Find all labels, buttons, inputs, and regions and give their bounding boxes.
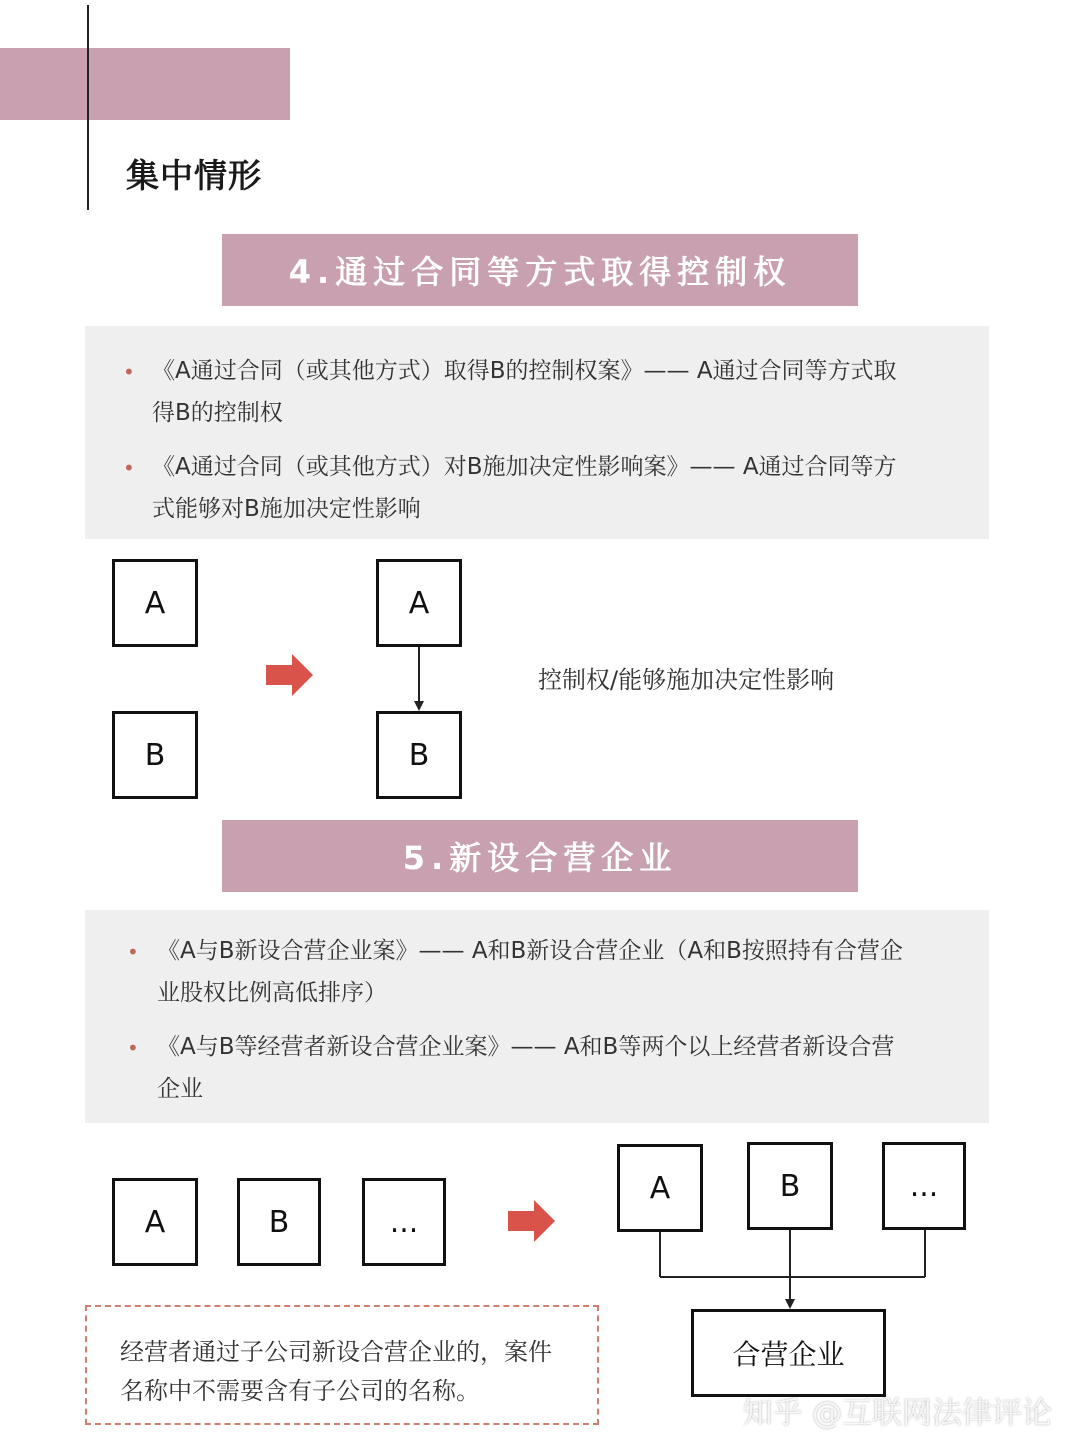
section4-bullet-1-line2: 得B的控制权: [152, 400, 283, 426]
node-b-parent: B: [747, 1142, 833, 1230]
note-line-2: 名称中不需要含有子公司的名称。: [120, 1377, 480, 1405]
section5-bullet-1-line1: 《A与B新设合营企业案》—— A和B新设合营企业（A和B按照持有合营企: [157, 938, 903, 964]
section5-bullet-1-line2: 业股权比例高低排序）: [157, 980, 387, 1006]
section4-banner: 4.通过合同等方式取得控制权: [222, 234, 858, 306]
bullet-icon: •: [123, 360, 135, 384]
section4-bullet-2-line1: 《A通过合同（或其他方式）对B施加决定性影响案》—— A通过合同等方: [152, 454, 897, 480]
transition-arrow-icon-section4: [266, 654, 313, 696]
section4-bullet-2-line2: 式能够对B施加决定性影响: [152, 496, 421, 522]
control-relation-label: 控制权/能够施加决定性影响: [538, 666, 835, 694]
note-line-1: 经营者通过子公司新设合营企业的，案件: [120, 1338, 552, 1366]
section4-bullet-1-line1: 《A通过合同（或其他方式）取得B的控制权案》—— A通过合同等方式取: [152, 358, 897, 384]
joint-venture-node: 合营企业: [691, 1309, 886, 1397]
page-title: 集中情形: [126, 156, 262, 195]
watermark-text: 知乎 @互联网法律评论: [742, 1396, 1052, 1431]
node-a-before: A: [112, 559, 198, 647]
bullet-icon: •: [127, 1036, 139, 1060]
bullet-icon: •: [123, 456, 135, 480]
section5-banner: 5.新设合营企业: [222, 820, 858, 892]
node-b-before: B: [112, 711, 198, 799]
node-others-parent: ...: [882, 1142, 966, 1230]
node-a-separate: A: [112, 1178, 198, 1266]
node-others-separate: ...: [362, 1178, 446, 1266]
section5-bullet-2-line1: 《A与B等经营者新设合营企业案》—— A和B等两个以上经营者新设合营: [157, 1034, 895, 1060]
node-b-after: B: [376, 711, 462, 799]
section5-bullet-2-line2: 企业: [157, 1076, 203, 1102]
node-b-separate: B: [237, 1178, 321, 1266]
transition-arrow-icon-section5: [508, 1200, 555, 1242]
node-a-after: A: [376, 559, 462, 647]
node-a-parent: A: [617, 1144, 703, 1232]
bullet-icon: •: [127, 940, 139, 964]
